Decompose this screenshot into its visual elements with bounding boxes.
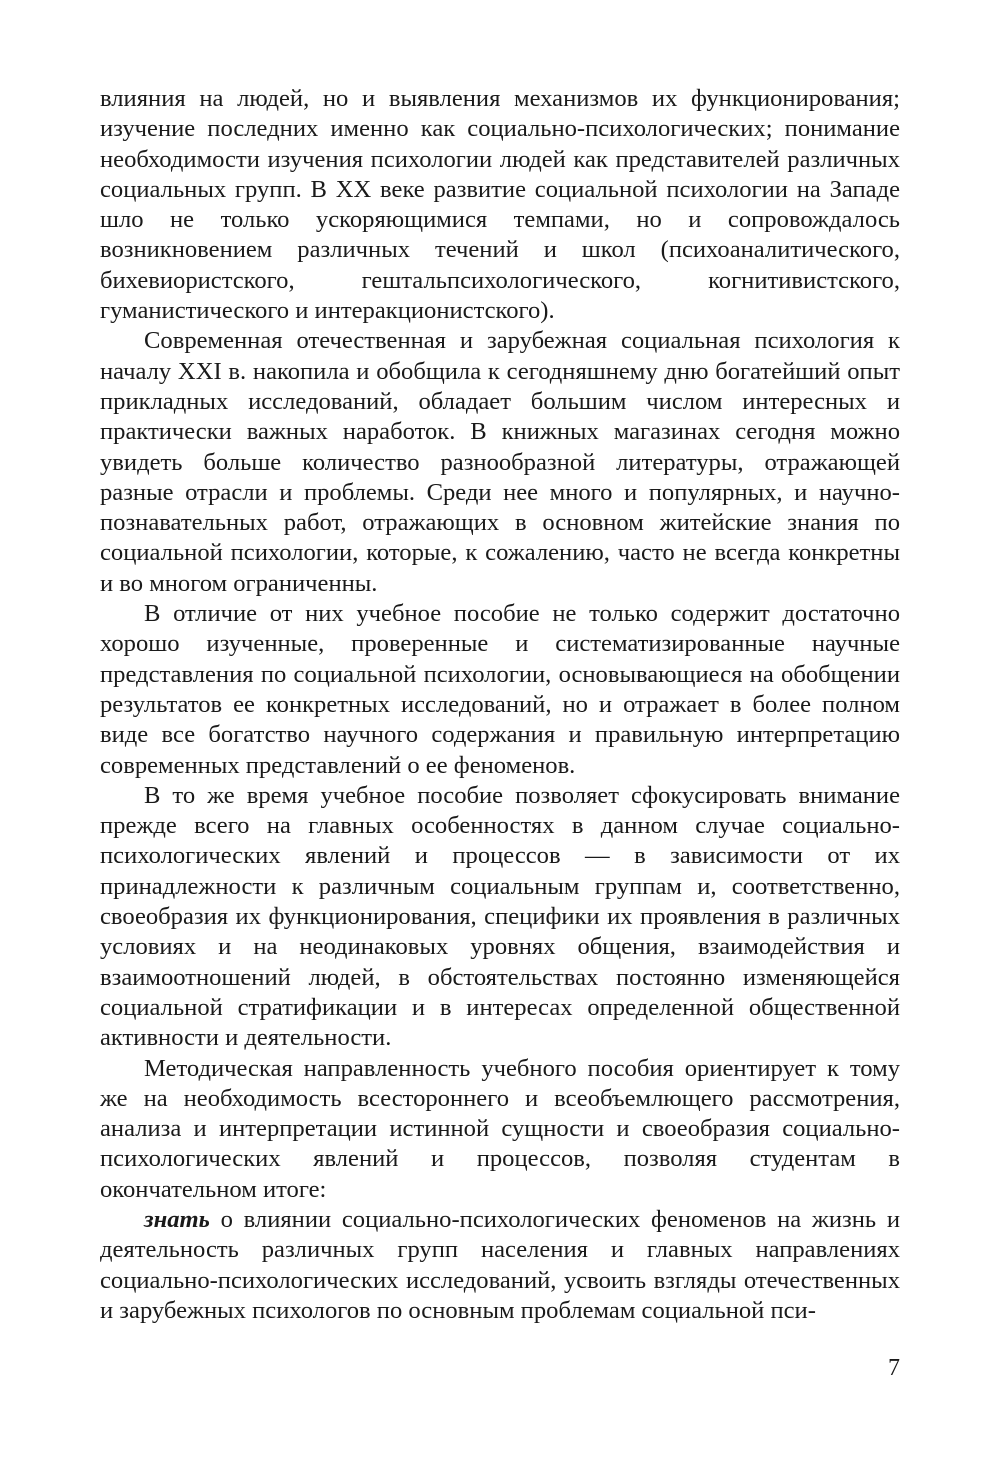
page-number: 7 <box>888 1355 900 1381</box>
paragraph-textbook-focus: В то же время учебное пособие позволяет сфокусировать внимание прежде всего на главных особенностях в данном случае социально-психологических явлений и процессов — в зависимости от их принадлежности к различным социальным группам и, соответственно, своеобразия их функционирования, специфики их проявления в различных условиях и на неодинаковых уровнях общения, взаимодействия и взаимоотношений людей, в обстоятельствах постоянно изменяющейся социальной стратификации и в интересах определенной общественной активности и деятельности. <box>100 781 900 1052</box>
paragraph-know-goal <box>100 1205 900 1326</box>
paragraph-continued: влияния на людей, но и выявления механизмов их функционирования; изучение последних именно как социально-психологических; понимание необходимости изучения психологии людей как представителей различных социальных групп. В XX веке развитие социальной психологии на Западе шло не только ускоряющимися темпами, но и сопровождалось возникновением различных течений и школ (психоаналитического, бихевиористского, гештальпсихологического, когнитивистского, гуманистического и интеракционистского). <box>100 85 900 325</box>
page-body <box>100 84 900 1326</box>
paragraph-modern-social-psychology: Современная отечественная и зарубежная социальная психология к началу XXI в. накопила и обобщила к сегодняшнему дню богатейший опыт прикладных исследований, обладает большим числом интересных и практически важных наработок. В книжных магазинах сегодня можно увидеть больше количество разнообразной литературы, отражающей разные отрасли и проблемы. Среди нее много и популярных, и научно-познавательных работ, отражающих в основном житейские знания по социальной психологии, которые, к сожалению, часто не всегда конкретны и во многом ограниченны. <box>100 327 900 597</box>
know-emphasis: знать <box>144 1205 210 1233</box>
paragraph-methodical-direction: Методическая направленность учебного пособия ориентирует к тому же на необходимость всестороннего и всеобъемлющего рассмотрения, анализа и интерпретации истинной сущности и своеобразия социально-психологических явлений и процессов, позволяя студентам в окончательном итоге: <box>100 1054 900 1203</box>
paragraph-textbook-contents: В отличие от них учебное пособие не только содержит достаточно хорошо изученные, проверенные и систематизированные научные представления по социальной психологии, основывающиеся на обобщении результатов ее конкретных исследований, но и отражает в более полном виде все богатство научного содержания и правильную интерпретацию современных представлений о ее феноменов. <box>100 600 900 779</box>
know-goal-text: о влиянии социально-психологических феноменов на жизнь и деятельность различных групп населения и главных направлениях социально-психологических исследований, усвоить взгляды отечественных и зарубежных психологов по основным проблемам социальной пси- <box>100 1205 900 1324</box>
